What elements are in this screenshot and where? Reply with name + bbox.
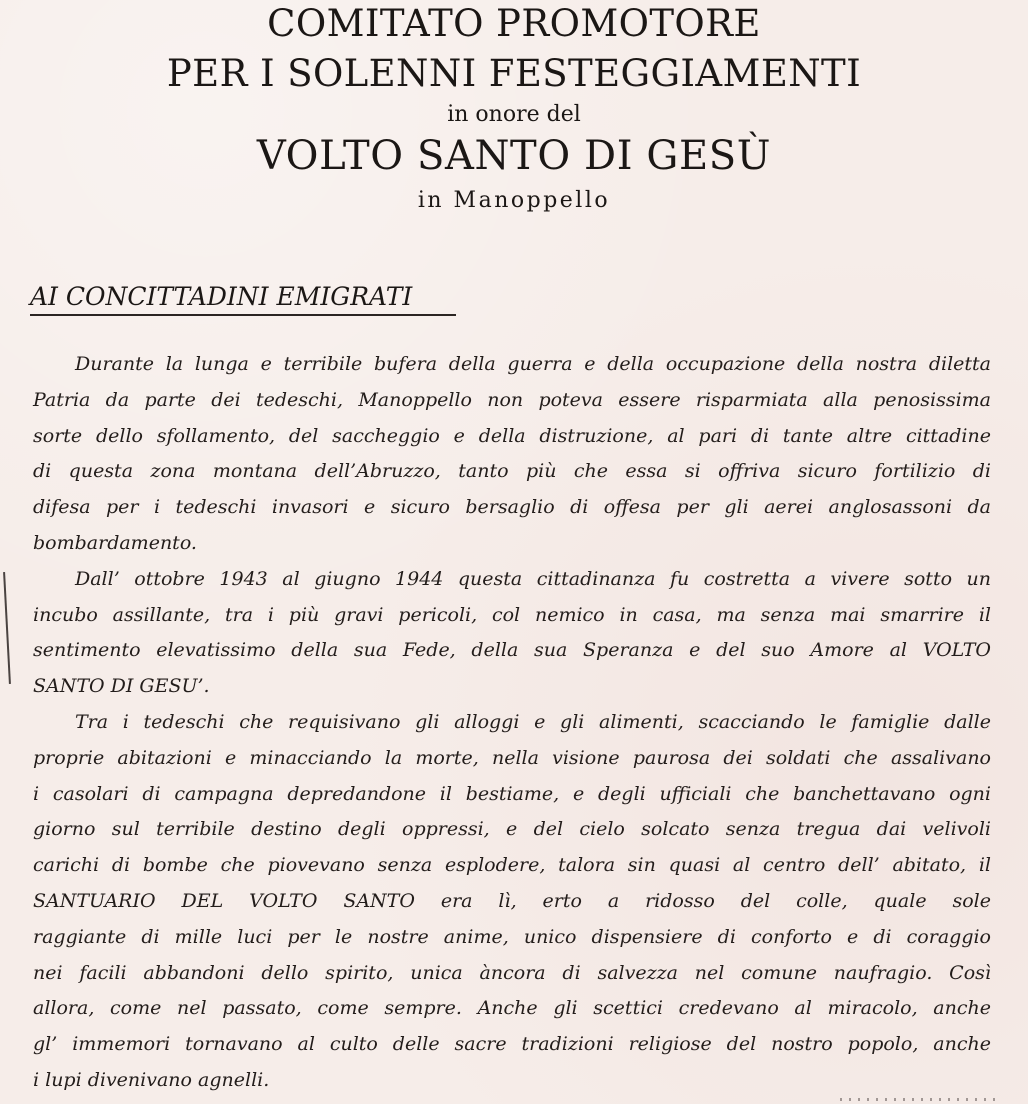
body-line: nei facili abbandoni dello spirito, unica àncora di salvezza nel comune naufragio. Così bbox=[33, 961, 991, 984]
body-line: SANTO DI GESU’. bbox=[33, 675, 210, 698]
body-line: incubo assillante, tra i più gravi pericoli, col nemico in casa, ma senza mai smarrire il bbox=[33, 603, 991, 626]
body-line: bombardamento. bbox=[33, 531, 197, 554]
header-celebrations-title: PER I SOLENNI FESTEGGIAMENTI bbox=[166, 52, 862, 95]
body-line: giorno sul terribile destino degli oppressi, e del cielo solcato senza tregua dai velivoli bbox=[33, 818, 991, 841]
header-honor-line: in onore del bbox=[447, 102, 581, 127]
body-line: raggiante di mille luci per le nostre anime, unico dispensiere di conforto e di coraggio bbox=[33, 925, 991, 948]
body-line: Durante la lunga e terribile bufera della guerra e della occupazione della nostra diletta bbox=[75, 353, 991, 375]
body-line: difesa per i tedeschi invasori e sicuro bersaglio di offesa per gli aerei anglosassoni da bbox=[33, 496, 991, 519]
body-line: allora, come nel passato, come sempre. Anche gli scettici credevano al miracolo, anche bbox=[33, 997, 991, 1020]
body-line: carichi di bombe che piovevano senza esplodere, talora sin quasi al centro dell’ abitato, il bbox=[33, 854, 991, 877]
body-line: Dall’ ottobre 1943 al giugno 1944 questa cittadinanza fu costretta a vivere sotto un bbox=[75, 567, 991, 590]
body-line: proprie abitazioni e minacciando la morte, nella visione paurosa dei soldati che assalivano bbox=[33, 746, 991, 769]
body-line: SANTUARIO DEL VOLTO SANTO era lì, erto a ridosso del colle, quale sole bbox=[33, 889, 991, 912]
body-line: i casolari di campagna depredandone il bestiame, e degli ufficiali che banchettavano ogni bbox=[33, 782, 991, 805]
body-line: Patria da parte dei tedeschi, Manoppello non poteva essere risparmiata alla penosissima bbox=[33, 388, 991, 411]
section-title: AI CONCITTADINI EMIGRATI bbox=[30, 282, 413, 311]
header-volto-santo: VOLTO SANTO DI GESÙ bbox=[256, 133, 772, 179]
body-line: gl’ immemori tornavano al culto delle sacre tradizioni religiose del nostro popolo, anche bbox=[33, 1033, 991, 1056]
page-bottom-trace bbox=[840, 1098, 995, 1101]
letter-body bbox=[33, 347, 991, 1099]
body-line: di questa zona montana dell’Abruzzo, tanto più che essa si offriva sicuro fortilizio di bbox=[33, 460, 991, 483]
body-line: i lupi divenivano agnelli. bbox=[33, 1068, 270, 1091]
body-line: Tra i tedeschi che requisivano gli alloggi e gli alimenti, scacciando le famiglie dalle bbox=[75, 710, 991, 733]
header-location: in Manoppello bbox=[417, 188, 611, 213]
body-line: sorte dello sfollamento, del saccheggio e della distruzione, al pari di tante altre cittadine bbox=[33, 424, 991, 447]
body-line: sentimento elevatissimo della sua Fede, della sua Speranza e del suo Amore al VOLTO bbox=[33, 639, 991, 662]
header-committee-title: COMITATO PROMOTORE bbox=[267, 2, 761, 45]
margin-pencil-mark bbox=[3, 572, 11, 684]
section-title-underline bbox=[30, 314, 456, 316]
